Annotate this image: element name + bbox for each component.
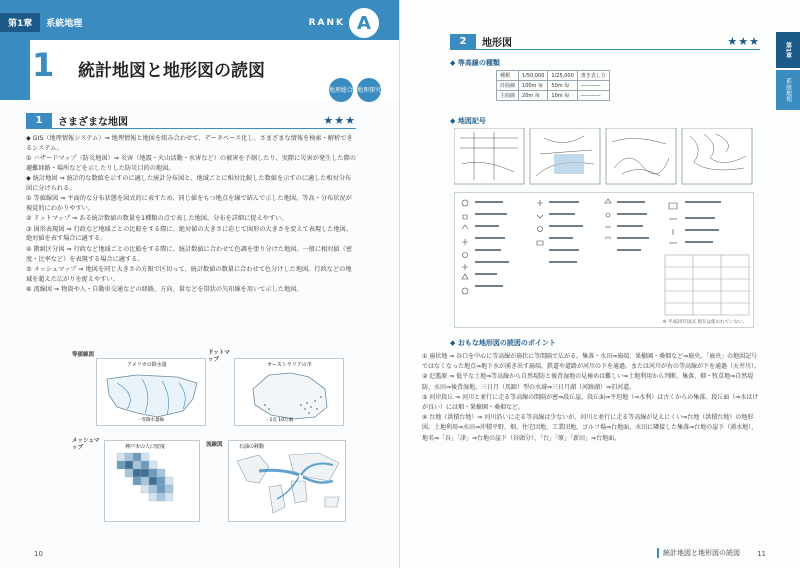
table-row <box>497 81 610 91</box>
flow-map <box>228 440 346 522</box>
chapter-subject: 系統地理 <box>46 18 83 29</box>
mesh-grid-graphic <box>105 441 200 522</box>
course-tags <box>329 78 381 102</box>
dot-map-legend: ・1点 10万頭 <box>265 418 294 423</box>
page-number-right: 11 <box>757 550 766 558</box>
mesh-map <box>104 440 200 522</box>
australia-outline-graphic <box>235 359 344 426</box>
map-symbol-legend <box>454 192 754 328</box>
world-flow-graphic <box>229 441 346 522</box>
table-row <box>497 71 610 81</box>
section-title: 地形図 <box>482 38 512 49</box>
section-number: 2 <box>450 34 476 50</box>
reading-points-body <box>422 352 762 444</box>
paragraph-choropleth-map: ④ 階級区分図 ⇒ 行政など地域ごとの比較をする際に、統計数値に合わせて色調を塗り分けた地図。一般に相対値（密度・比率など）を表現する場合に適する。 <box>26 245 353 263</box>
rank-badge: A <box>349 8 379 38</box>
contour-types-heading: ◆ 等高線の種類 <box>450 59 500 67</box>
point-river-terrace: ③ 河岸段丘 ⇒ 河川と並行に走る等高線の間隔が密⇒段丘崖、段丘面⇒平坦地（⇒水利）は古くからの集落。段丘面（⇒水はけが良い）には畑・果樹園・桑畑など。 <box>422 393 759 412</box>
table-cell: 50m 毎 <box>548 81 577 91</box>
section-title: さまざまな地図 <box>58 117 128 128</box>
side-tab-chapter: 第1章 <box>776 32 800 68</box>
topographic-map-samples <box>454 128 754 186</box>
contour-types-table <box>496 70 610 101</box>
table-header-cell: 書き表し方 <box>577 71 609 81</box>
footer-lesson-title: 統計地図と地形図の読図 <box>657 548 740 558</box>
table-cell: 主曲線 <box>497 91 519 101</box>
section-heading-2 <box>450 34 760 50</box>
paragraph-isoline-map: ① 等値線図 ⇒ 平面的な分布状態を図式的に表すため、同じ値をもつ地点を線で結んで示した地図。等高・分布状況が視覚的にわかりやすい。 <box>26 195 352 213</box>
section-number: 1 <box>26 113 52 129</box>
paragraph-flow-map: ⑥ 流線図 ⇒ 物資や人・自動車交通などの経路、方向、量などを帯状の矢印線を用いて示した地図。 <box>26 285 303 293</box>
importance-stars: ★★★ <box>323 114 356 127</box>
paragraph-gis: ◆ GIS（地理情報システム）⇒ 地理情報と地図を組み合わせて、データベース化し、さまざまな情報を検索・解析できるシステム。 <box>26 135 353 152</box>
table-cell: 100m 毎 <box>519 81 548 91</box>
side-tab-subject: 系統地理 <box>776 70 800 110</box>
isoline-map-legend: 一等降水量線 <box>137 418 164 423</box>
page-number-left: 10 <box>34 550 43 558</box>
lesson-number: 1 <box>32 46 55 84</box>
table-header-cell: 種類 <box>497 71 519 81</box>
mesh-map-caption: 神戸市の人口密度 <box>125 444 166 450</box>
section-body <box>26 134 356 295</box>
usa-outline-graphic <box>97 359 206 426</box>
map-symbols-heading: ◆ 地図記号 <box>450 117 486 125</box>
right-page <box>400 0 800 568</box>
table-cell: ———— <box>577 81 609 91</box>
paragraph-mesh-map: ⑤ メッシュマップ ⇒ 地図を同じ大きさの方眼で区切って、統計数値の数量に合わせて色分けした地図。行政などの地域を超えた広がりを捉えやすい。 <box>26 265 352 283</box>
flow-map-label: 流線図 <box>206 442 223 448</box>
symbol-glyph-grid <box>455 193 755 329</box>
dot-map <box>234 358 344 426</box>
isoline-map <box>96 358 206 426</box>
paragraph-statistical-map: ◆ 統計地図 ⇒ 統計的な数値を示すのに適した統計分布図と、地域ごとに相対比較した数値を示すのに適した相対分布図に分けられる。 <box>26 175 352 192</box>
table-row <box>497 91 610 101</box>
table-cell: 20m 毎 <box>519 91 548 101</box>
isoline-map-label: 等値線図 <box>72 352 95 358</box>
chapter-tab <box>0 12 88 32</box>
dot-map-label: ドットマップ <box>208 350 230 363</box>
paragraph-dot-map: ② ドットマップ ⇒ ある統計数値の数量を1種類の点で表した地図。分布を詳細に捉えやすい。 <box>26 215 288 223</box>
tag-geography-general: 地理総合 <box>329 78 353 102</box>
symbol-note: ※ 平成25年図式 現在は使われていない。 <box>662 320 747 325</box>
mesh-map-label: メッシュマップ <box>72 438 100 451</box>
paragraph-graduated-symbol-map: ③ 図形表現図 ⇒ 行政など地域ごとの比較をする際に、絶対値の大きさに応じて図形の大きさを変えて表現した地図。絶対値を表す場合に適する。 <box>26 225 353 243</box>
lesson-title: 統計地図と地形図の読図 <box>78 61 265 81</box>
point-floodplain: ② 氾濫原 ⇒ 低平な土地⇒等高線から自然堤防と後背湿地の見極めは難しい⇒土地利用から判断。集落、畑・牧草地⇒自然堤防、水田⇒後背湿地。三日月（馬蹄）型の水域⇒三日月湖（河跡湖）⇒旧河道。 <box>422 373 754 391</box>
table-cell: 10m 毎 <box>548 91 577 101</box>
chapter-label: 第1章 <box>0 13 40 32</box>
table-cell: ———— <box>577 91 609 101</box>
dot-map-caption: オーストラリアの羊 <box>267 362 312 368</box>
table-header-cell: 1/50,000 <box>519 71 548 81</box>
point-alluvial-fan: ① 扇状地 ⇒ 谷口を中心に等高線が扇状に等間隔で広がる。集落・水田⇒扇端、果樹園・桑畑など⇒扇央。「扇央」の地図記号ではなくなった地点⇒地下水が湧き出す扇端。鉄道や道路が河川の下を通過。または河川が右の等高線が下を通過（天井川）。 <box>422 353 761 371</box>
table-cell: 計曲線 <box>497 81 519 91</box>
section-heading-1 <box>26 113 356 129</box>
importance-stars: ★★★ <box>727 35 760 48</box>
rank-label: RANK <box>308 18 345 28</box>
reading-points-heading: ◆ おもな地形図の読図のポイント <box>450 339 556 347</box>
paragraph-hazard-map: ① ハザードマップ（防災地図）⇒ 災害（地震・火山活動・水害など）の被害を予測したり、実際に災害が発生した際の避難経路・場所などを示したりした防災目的の地図。 <box>26 155 356 172</box>
point-plateau: ④ 台地（洪積台地）⇒ 河川沿いに走る等高線は少ないが、河川と並行に走る等高線が見えにくい⇒台地（洪積台地）の地形図。土地利用⇒水田⇒沖積平野、畑、住宅団地、工業団地、ゴルフ場⇒台地面、水田に隣接した集落⇒台地の崖下（湧水地）、地名⇒「谷」「津」⇒台地の崖下（谷頭分）、「台」「原」「新田」⇒台地面。 <box>422 414 758 442</box>
tag-geography-inquiry: 地理探究 <box>357 78 381 102</box>
isoline-map-caption: アメリカの降水量 <box>127 362 167 368</box>
table-header-cell: 1/25,000 <box>548 71 577 81</box>
flow-map-caption: 石油の移動 <box>239 444 265 450</box>
rank-indicator <box>309 8 379 38</box>
